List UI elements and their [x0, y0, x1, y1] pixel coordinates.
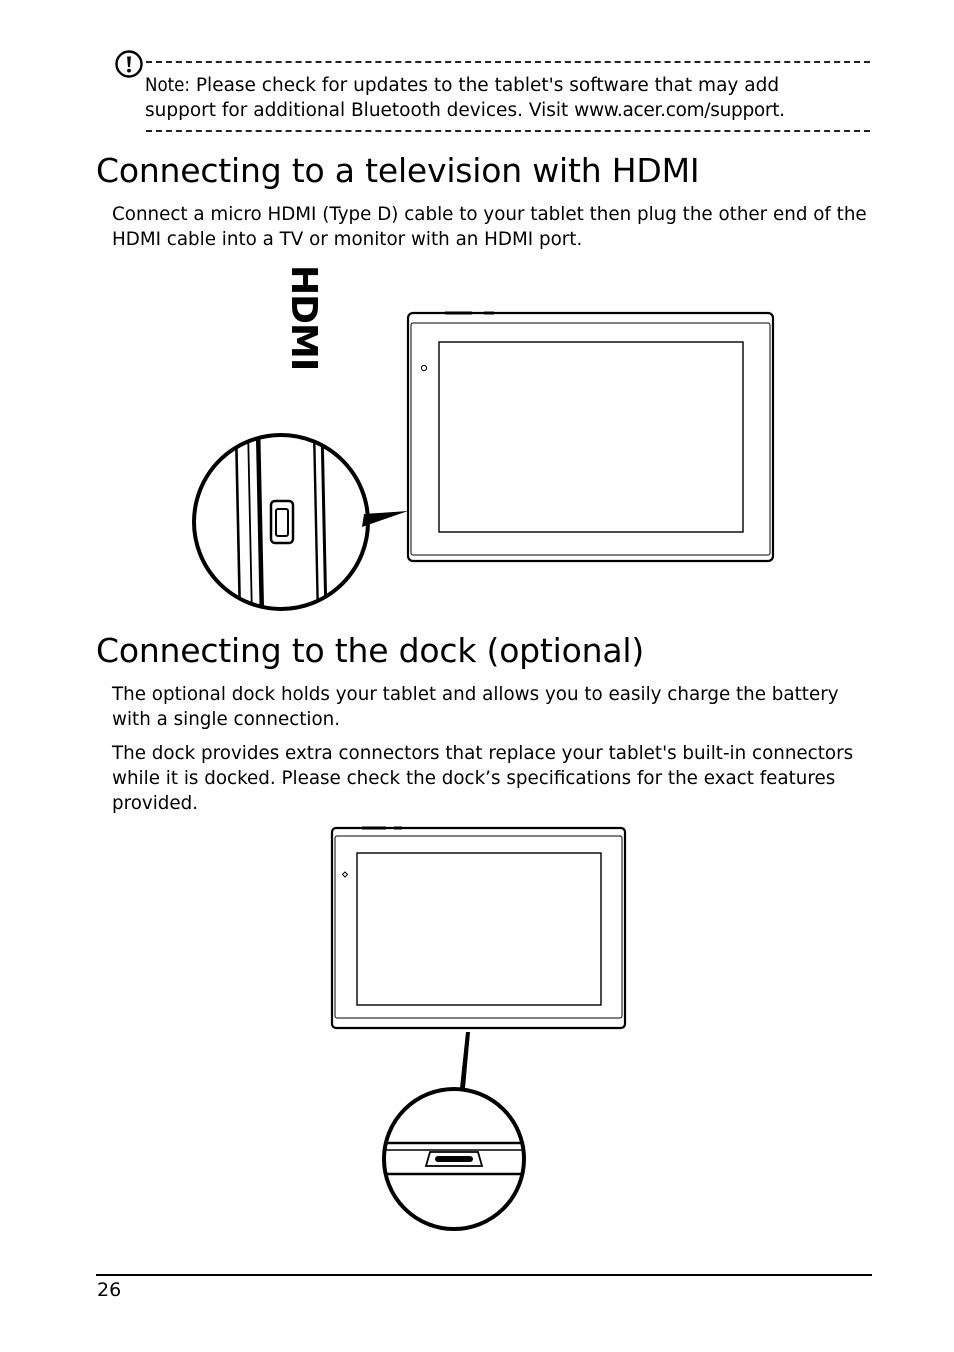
section-heading-dock: Connecting to the dock (optional) — [96, 631, 645, 670]
dock-pointer — [455, 1030, 475, 1090]
page-number: 26 — [97, 1279, 122, 1301]
dock-paragraph-2: The dock provides extra connectors that replace your tablet's built-in connectors while it is docked. Please check the dock’s specifications for the exact features provided. — [112, 743, 854, 814]
exclamation-circle-icon — [114, 49, 144, 79]
support-link[interactable]: www.acer.com/support — [574, 100, 780, 121]
note-text — [145, 73, 845, 123]
tablet-dock-illustration — [326, 822, 634, 1034]
note-label: Note: — [145, 75, 191, 96]
note-bottom-divider — [146, 130, 870, 132]
note-end: . — [779, 100, 786, 121]
dock-connector-magnifier — [378, 1082, 532, 1236]
hdmi-logo — [252, 260, 324, 402]
tablet-illustration — [400, 308, 782, 568]
hdmi-logo-text: HDMI — [283, 265, 324, 371]
hdmi-paragraph: Connect a micro HDMI (Type D) cable to your tablet then plug the other end of the HDMI cable into a TV or monitor with an HDMI port. — [112, 204, 867, 250]
hdmi-port-magnifier — [186, 428, 416, 618]
dock-paragraph-1: The optional dock holds your tablet and allows you to easily charge the battery with a single connection. — [112, 684, 839, 730]
section-heading-hdmi: Connecting to a television with HDMI — [96, 151, 700, 190]
note-body: Please check for updates to the tablet's software that may add support for additional Bluetooth devices. Visit — [145, 75, 780, 121]
footer-rule — [96, 1274, 872, 1276]
note-top-divider — [146, 61, 870, 63]
